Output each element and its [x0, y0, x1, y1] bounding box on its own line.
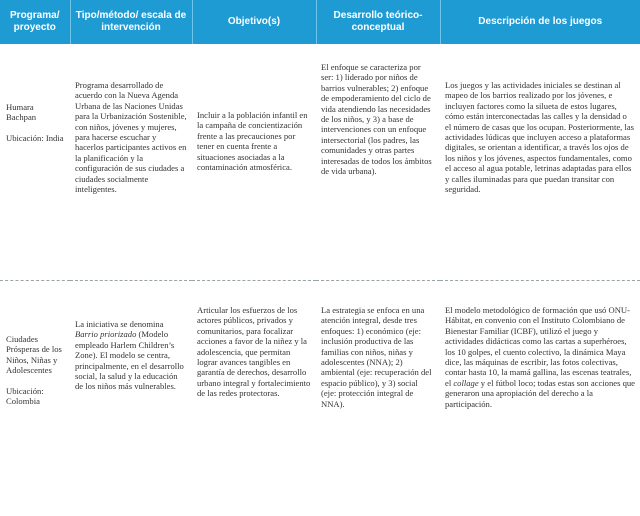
juegos-emphasis: collage	[453, 378, 478, 388]
desarrollo-cell: La estrategia se enfoca en una atención integral, desde tres enfoques: 1) económico (eje: inclusión productiva de las familias con niños, niñas y adolescentes (NNA); 2) ambiental (eje: recuperación del espacio público), y 3) social (eje: protección integral de NNA).	[316, 281, 440, 516]
header-objetivo: Objetivo(s)	[192, 0, 316, 44]
tipo-cell: Programa desarrollado de acuerdo con la Nueva Agenda Urbana de las Naciones Unidas para la Urbanización Sostenible, con niños, jóvenes y mujeres, para hacerse escuchar y hacerlos participantes activos en la planificación y la configuración de sus ciudades a ciudades socialmente inteligentes.	[70, 44, 192, 281]
header-juegos: Descripción de los juegos	[440, 0, 640, 44]
tipo-text: La iniciativa se denomina	[75, 319, 164, 329]
table-row	[0, 44, 640, 281]
juegos-text-cont: y el fútbol loco; todas estas son acciones que generaron una apropiación del derecho a la participación.	[445, 378, 635, 409]
programa-cell	[0, 44, 70, 281]
programa-cell	[0, 281, 70, 516]
objetivo-cell: Incluir a la población infantil en la campaña de concientización frente a las precauciones por tener en cuenta frente a situaciones asociadas a la contaminación atmosférica.	[192, 44, 316, 281]
juegos-text: El modelo metodológico de formación que usó ONU-Hábitat, en convenio con el Instituto Colombiano de Bienestar Familiar (ICBF), utilizó el juego y actividades didácticas como las cartas a superhéroes, los 10 golpes, el cuento colectivo, la dinámica Maya dice, las máquinas de escribir, las fotos colectivas, contar hasta 10, la mamá gallina, las escenas teatrales, el	[445, 305, 631, 388]
tipo-cell	[70, 281, 192, 516]
ubicacion-text: Ubicación: India	[6, 133, 64, 143]
header-programa: Programa/ proyecto	[0, 0, 70, 44]
juegos-cell	[440, 281, 640, 516]
ubicacion-text: Ubicación: Colombia	[6, 386, 44, 406]
objetivo-cell: Articular los esfuerzos de los actores públicos, privados y comunitarios, para focalizar acciones a favor de la niñez y la adolescencia, que permitan lograr avances tangibles en garantía de derechos, desarrollo urbano integral y fortalecimiento de las redes protectoras.	[192, 281, 316, 516]
table-row	[0, 281, 640, 516]
tipo-text-cont: (Modelo empleado Harlem Children’s Zone). El modelo se centra, principalmente, en el desarrollo social, la salud y la educación de los niños más vulnerables.	[75, 329, 184, 391]
programa-name: Ciudades Prósperas de los Niños, Niñas y Adolescentes	[6, 334, 62, 375]
juegos-cell: Los juegos y las actividades iniciales se destinan al mapeo de los barrios realizado por los jóvenes, e incluyen factores como la silueta de estos lugares, cómo están interconectadas las calles y la densidad o el número de casas que los ocupan. Posteriormente, las actividades lúdicas que incluyen acceso a plataformas digitales, se orientan a identificar, a través los ojos de los niños y los jóvenes, aspectos fundamentales, como el acceso al agua potable, letrinas adaptadas para ellos y calles iluminadas para que puedan transitar con seguridad.	[440, 44, 640, 281]
table-header	[0, 0, 640, 44]
tipo-emphasis: Barrio priorizado	[75, 329, 136, 339]
header-desarrollo: Desarrollo teórico- conceptual	[316, 0, 440, 44]
header-tipo: Tipo/método/ escala de intervención	[70, 0, 192, 44]
programa-name: Humara Bachpan	[6, 102, 36, 122]
desarrollo-cell: El enfoque se caracteriza por ser: 1) liderado por niños de barrios vulnerables; 2) enfoque de empoderamiento del ciclo de vida atendiendo las necesidades de los niños, y 3) a base de intervenciones con un enfoque intersectorial (los padres, las comunidades y otras partes interesadas de todos los ámbitos de vida urbana).	[316, 44, 440, 281]
